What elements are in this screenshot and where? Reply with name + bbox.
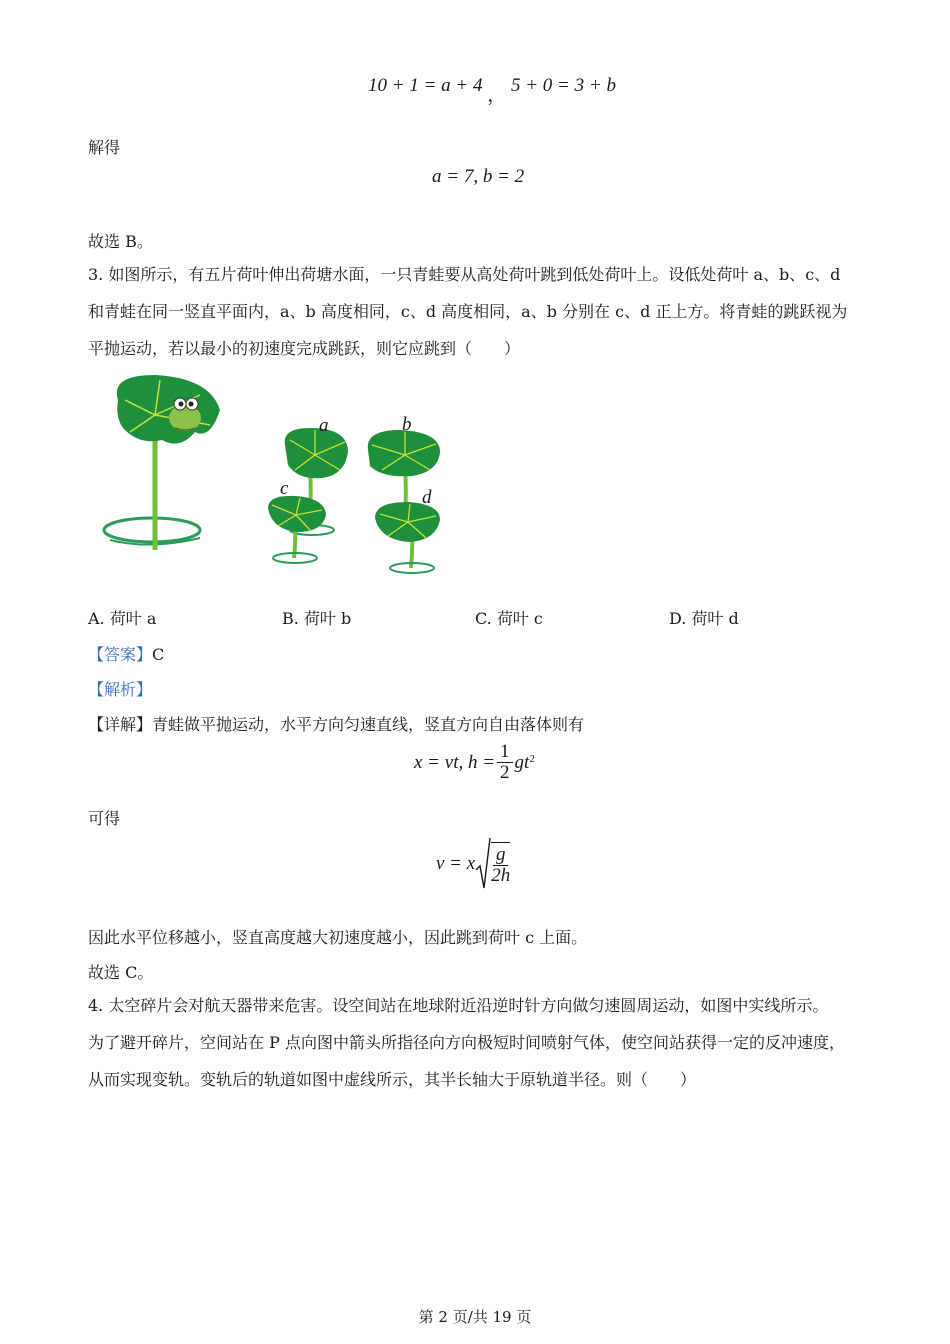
explanation: 因此水平位移越小，竖直高度越大初速度越小，因此跳到荷叶 c 上面。 [88,928,588,947]
equation-1-left: 10 + 1 = a + 4 [368,75,483,96]
formula-2-denominator: 2h [491,865,511,886]
detail-line [88,712,584,735]
lotus-leaf-figure [100,370,460,580]
question-4-line-3: 从而实现变轨。变轨后的轨道如图中虚线所示，其半长轴大于原轨道半径。则（ ） [88,1070,697,1089]
analysis-tag: 【解析】 [88,680,153,699]
option-d[interactable]: D. 荷叶 d [669,609,739,628]
answer-tag: 【答案】 [88,645,153,664]
question-4-line-1: 4. 太空碎片会对航天器带来危害。设空间站在地球附近沿逆时针方向做匀速圆周运动，如图中实线所示。 [88,996,829,1015]
page-number: 第 2 页/共 19 页 [418,1308,532,1326]
option-b[interactable]: B. 荷叶 b [282,609,352,628]
label-d: d [422,487,432,508]
equation-line-2: a = 7, b = 2 [432,166,525,187]
formula-1 [414,742,535,783]
formula-2-left: v = x [436,853,476,874]
sqrt-icon [475,836,491,892]
equation-separator: ， [487,85,507,106]
equation-1-right: 5 + 0 = 3 + b [510,75,616,96]
formula-1-right: gt [514,751,530,773]
answer-line [88,642,164,665]
frog-icon [169,398,201,431]
label-b: b [402,414,412,435]
question-3-line-3: 平抛运动，若以最小的初速度完成跳跃，则它应跳到（ ） [88,339,521,358]
formula-1-numerator: 1 [497,742,513,763]
question-3-stem [88,256,878,367]
formula-1-exponent: 2 [529,752,535,765]
equation-line-1 [368,70,616,106]
question-3-line-2: 和青蛙在同一竖直平面内，a、b 高度相同，c、d 高度相同，a、b 分别在 c、d 正上方。将青蛙的跳跃视为 [88,302,848,321]
formula-2 [436,836,512,892]
leaf-c [268,478,326,563]
question-4-line-2: 为了避开碎片，空间站在 P 点向图中箭头所指径向方向极短时间喷射气体，使空间站获得一定的反冲速度， [88,1033,845,1052]
conclusion-1: 故选 B。 [88,232,153,251]
question-4-stem [88,987,878,1098]
detail-text: 青蛙做平抛运动，水平方向匀速直线，竖直方向自由落体则有 [152,715,585,734]
label-c: c [280,478,289,499]
question-3-line-1: 3. 如图所示，有五片荷叶伸出荷塘水面，一只青蛙要从高处荷叶跳到低处荷叶上。设低处荷叶 a、b、c、d [88,265,841,284]
formula-1-left: x = vt, h = [414,751,496,773]
frog-leaf [104,375,220,550]
formula-1-denominator: 2 [500,762,510,783]
solve-label: 解得 [88,138,121,157]
conclusion-3: 故选 C。 [88,963,154,982]
label-a: a [319,415,329,436]
detail-tag: 【详解】 [88,715,153,734]
answer-value: C [152,645,165,664]
formula-1-fraction [497,742,513,783]
option-c[interactable]: C. 荷叶 c [475,609,543,628]
formula-2-fraction [491,842,510,886]
derive-label: 可得 [88,809,121,828]
option-a[interactable]: A. 荷叶 a [88,609,157,628]
formula-2-numerator: g [493,845,509,866]
